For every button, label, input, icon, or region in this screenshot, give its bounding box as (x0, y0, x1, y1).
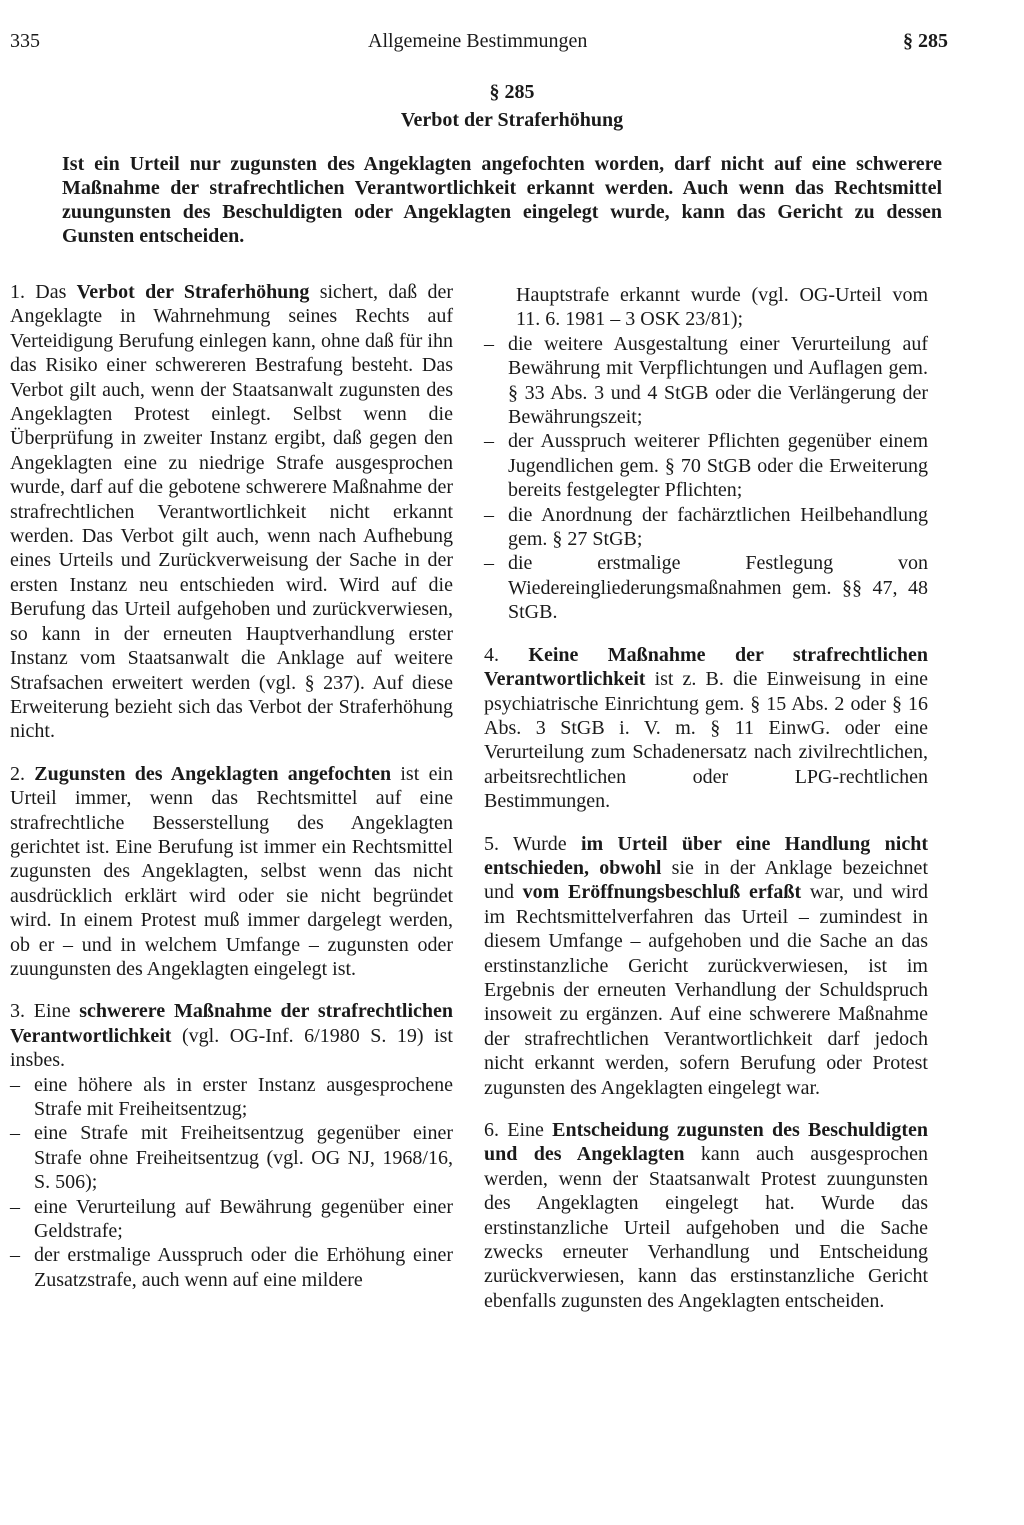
paragraph-keyword: Zugunsten des Angeklagten angefochten (34, 762, 392, 785)
paragraph-number: 3. Eine (10, 1000, 80, 1023)
commentary-paragraph-1 (10, 280, 453, 744)
paragraph-text: war, und wird im Rechtsmittelverfahren das Urteil – zumindest in diesem Umfange – aufgehoben und die Sache an das erstinstanzliche Gericht zurückverwiesen, ist im Ergebnis der erneuten Verhandlung der Schuldspruch insoweit zu ergänzen. Auf eine schwerere Maßnahme der strafrechtlichen Verantwortlichkeit darf jedoch nicht erkannt werden, sofern Berufung oder Protest zugunsten des Angeklagten eingelegt war. (484, 881, 929, 1099)
paragraph-number: 2. (10, 762, 35, 785)
left-column (10, 280, 453, 1310)
page-header (10, 30, 1010, 60)
paragraph-keyword: schwerere Maßnahme der strafrechtlichen Verantwortlichkeit (10, 1000, 453, 1047)
paragraph-text: sichert, daß der Angeklagte in Wahrnehmung seines Rechts auf Verteidigung Berufung einlegen kann, ohne daß für ihn das Risiko einer schwereren Bestrafung besteht. Das Verbot gilt auch, wenn der Staatsanwalt zugunsten des Angeklagten Protest einlegt. Selbst wenn die Überprüfung in zweiter Instanz ergibt, daß gegen den Angeklagten eine zu niedrige Strafe ausgesprochen wurde, darf auf die gebotene schwerere Maßnahme der strafrechtlichen Verantwortlichkeit nicht erkannt werden. Das Verbot gilt auch, wenn nach Aufhebung eines Urteils und Zurückverweisung der Sache in der ersten Instanz neu entschieden wird. Wird auf die Berufung das Urteil aufgehoben und zurückverwiesen, so kann in der erneuten Hauptverhandlung erster Instanz vom Staatsanwalt die Anklage auf weitere Strafsachen erweitert werden (vgl. § 237). Auf diese Erweiterung bezieht sich das Verbot der Straferhöhung nicht. (10, 281, 453, 743)
paragraph-keyword: im Urteil über eine Handlung nicht entschieden, obwohl (484, 832, 928, 879)
list-item: – der Ausspruch weiterer Pflichten gegenüber einem Jugendlichen gem. § 70 StGB oder die Erweiterung bereits festgelegter Pflichten; (484, 429, 928, 502)
statute-text: Ist ein Urteil nur zugunsten des Angeklagten angefochten worden, darf nicht auf eine schwerere Maßnahme der strafrechtlichen Verantwortlichkeit erkannt werden. Auch wenn das Rechtsmittel zuungunsten des Beschuldigten oder Angeklagten eingelegt wurde, kann das Gericht zu dessen Gunsten entscheiden. (62, 153, 942, 247)
list-item: – die Anordnung der fachärztlichen Heilbehandlung gem. § 27 StGB; (484, 503, 928, 552)
commentary-paragraph-4 (484, 643, 928, 814)
paragraph-keyword: Verbot der Straferhöhung (76, 281, 310, 303)
commentary-paragraph-3 (10, 999, 453, 1072)
paragraph-keyword: vom Eröffnungsbeschluß erfaßt (522, 881, 802, 904)
commentary-paragraph-6 (484, 1118, 928, 1313)
list-item: – der erstmalige Ausspruch oder die Erhöhung einer Zusatzstrafe, auch wenn auf eine mildere (10, 1243, 453, 1292)
list-item: – die weitere Ausgestaltung einer Verurteilung auf Bewährung mit Verpflichtungen und Auflagen gem. § 33 Abs. 3 und 4 StGB oder die Verlängerung der Bewährungszeit; (484, 332, 928, 430)
header-section-ref: § 285 (903, 30, 948, 52)
paragraph-text: sie in der Anklage bezeichnet und (484, 856, 928, 904)
paragraph-number: 6. Eine (484, 1119, 553, 1141)
measures-list-continued (484, 332, 928, 625)
list-item: – eine Strafe mit Freiheitsentzug gegenüber einer Strafe ohne Freiheitsentzug (vgl. OG NJ, 1968/16, S. 506); (10, 1121, 453, 1194)
list-item: – die erstmalige Festlegung von Wiedereingliederungsmaßnahmen gem. §§ 47, 48 StGB. (484, 551, 928, 624)
running-title: Allgemeine Bestimmungen (368, 30, 588, 52)
section-number: § 285 (489, 81, 535, 103)
list-item: – eine Verurteilung auf Bewährung gegenüber einer Geldstrafe; (10, 1195, 453, 1244)
paragraph-number: 4. (484, 643, 529, 666)
section-title: Verbot der Straferhöhung (400, 109, 624, 131)
paragraph-keyword: Entscheidung zugunsten des Beschuldigten und des Angeklagten (484, 1119, 928, 1166)
section-heading (0, 78, 1024, 134)
measures-list (10, 1073, 453, 1293)
paragraph-number: 1. Das (10, 281, 77, 303)
list-item: – eine höhere als in erster Instanz ausgesprochene Strafe mit Freiheitsentzug; (10, 1073, 453, 1122)
paragraph-text: ist ein Urteil immer, wenn das Rechtsmittel auf eine strafrechtliche Besserstellung des Angeklagten gerichtet ist. Eine Berufung ist immer ein Rechtsmittel zugunsten des Angeklagten, selbst wenn das nicht ausdrücklich erklärt wird oder sie nicht begründet wird. In einem Protest muß immer dargelegt werden, ob er – und in welchem Umfange – zugunsten oder zuungunsten des Angeklagten eingelegt ist. (10, 762, 453, 980)
right-column (484, 283, 928, 1331)
paragraph-text: (vgl. OG-Inf. 6/1980 S. 19) ist insbes. (10, 1024, 453, 1072)
commentary-paragraph-5 (484, 832, 928, 1100)
paragraph-text: ist z. B. die Einweisung in eine psychiatrische Einrichtung gem. § 15 Abs. 2 oder § 16 Abs. 3 StGB i. V. m. § 11 EinwG. oder eine Verurteilung zum Schadenersatz nach zivilrechtlichen, arbeitsrechtlichen oder LPG-rechtlichen Bestimmungen. (484, 668, 928, 813)
paragraph-keyword: Keine Maßnahme der strafrechtlichen Verantwortlichkeit (484, 643, 928, 691)
paragraph-text: kann auch ausgesprochen werden, wenn der Staatsanwalt Protest zuungunsten des Angeklagten eingelegt hat. Wurde das erstinstanzliche Urteil aufgehoben und die Sache zwecks erneuter Verhandlung und Entscheidung zurückverwiesen, kann das erstinstanzliche Gericht ebenfalls zugunsten des Angeklagten entscheiden. (484, 1143, 928, 1312)
list-item-continuation: Hauptstrafe erkannt wurde (vgl. OG-Urteil vom 11. 6. 1981 – 3 OSK 23/81); (516, 284, 928, 331)
commentary-paragraph-2 (10, 762, 453, 982)
page-number: 335 (10, 30, 40, 52)
paragraph-number: 5. Wurde (484, 832, 581, 855)
